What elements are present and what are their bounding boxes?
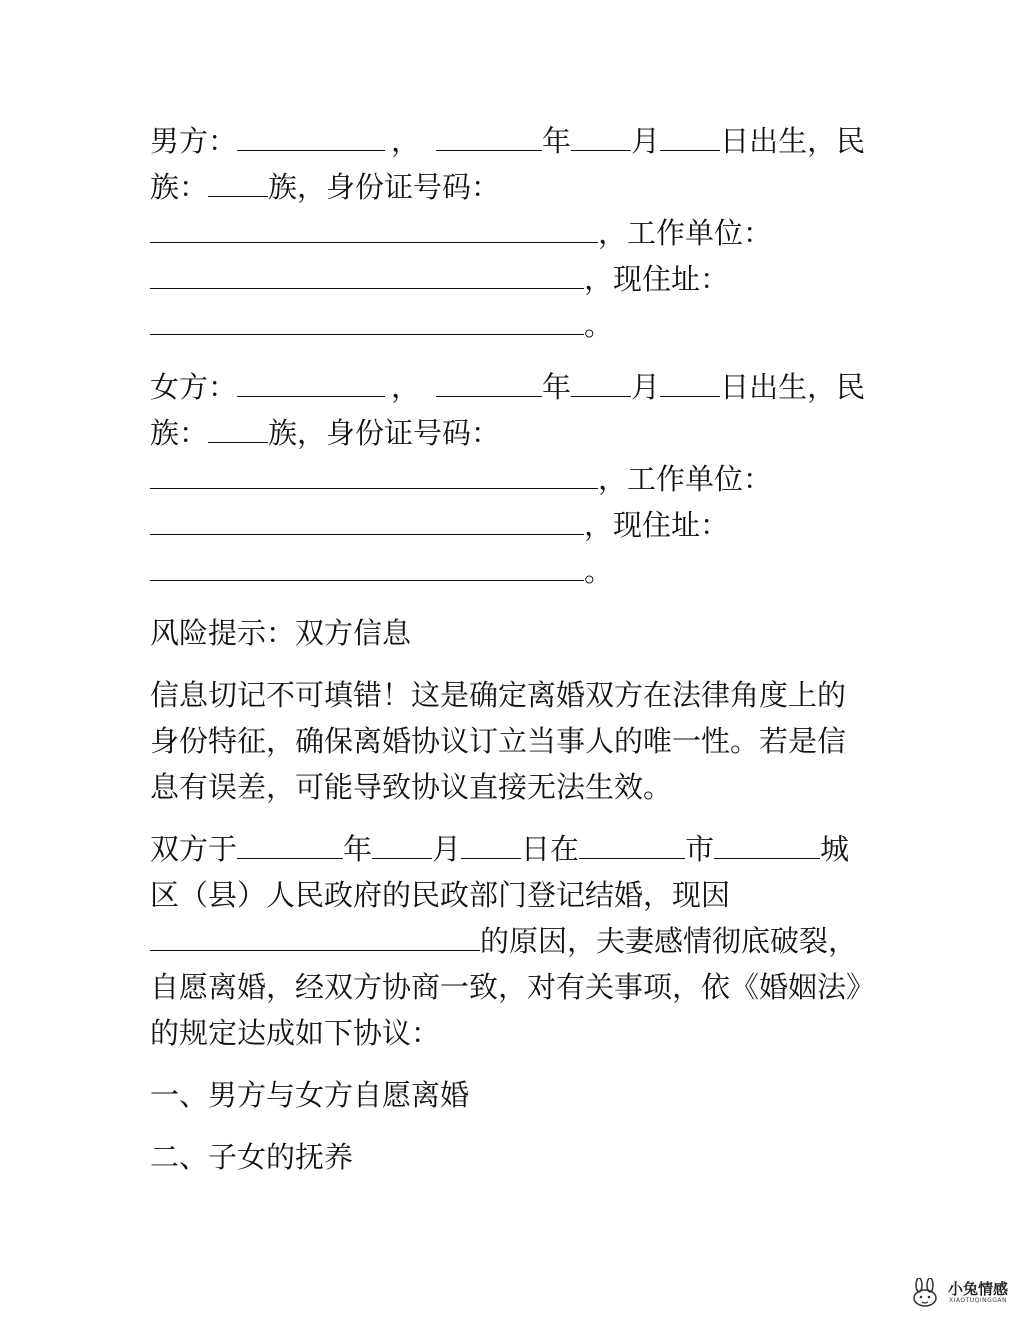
female-address-blank[interactable] <box>150 554 584 581</box>
male-ethnic-blank[interactable] <box>208 170 268 197</box>
female-id-blank[interactable] <box>150 462 598 489</box>
marriage-district-blank[interactable] <box>714 832 820 859</box>
risk-line-1: 信息切记不可填错！这是确定离婚双方在法律角度上的 <box>150 678 847 712</box>
marriage-city-blank[interactable] <box>579 832 685 859</box>
male-name-blank[interactable] <box>237 124 385 151</box>
rabbit-logo-icon <box>908 1278 942 1308</box>
risk-title: 风险提示：双方信息 <box>150 616 412 650</box>
female-line-4: ，现住址： <box>150 502 870 548</box>
watermark <box>908 1278 1008 1308</box>
male-line-2: 族： 族，身份证号码： <box>150 170 501 204</box>
item-1: 一、男方与女方自愿离婚 <box>150 1078 470 1112</box>
male-id-blank[interactable] <box>150 216 598 243</box>
female-line-2: 族： 族，身份证号码： <box>150 416 501 450</box>
male-line-5: 。 <box>150 302 870 348</box>
divorce-reason-blank[interactable] <box>150 924 480 951</box>
marriage-line-3: 的原因，夫妻感情彻底破裂， <box>150 918 870 964</box>
female-work-unit-blank[interactable] <box>150 508 584 535</box>
female-line-3: ，工作单位： <box>150 456 870 502</box>
male-birth-day-blank[interactable] <box>660 124 720 151</box>
marriage-year-blank[interactable] <box>237 832 343 859</box>
marriage-line-4: 自愿离婚，经双方协商一致，对有关事项，依《婚姻法》 <box>150 970 876 1004</box>
document-body <box>150 118 876 1180</box>
male-line-1: 男方： ， 年 月 日出生，民 <box>150 124 866 158</box>
risk-line-3: 息有误差，可能导致协议直接无法生效。 <box>150 770 673 804</box>
marriage-month-blank[interactable] <box>372 832 432 859</box>
item-2: 二、子女的抚养 <box>150 1140 354 1174</box>
female-line-1: 女方： ， 年 月 日出生，民 <box>150 370 866 404</box>
female-birth-month-blank[interactable] <box>571 370 631 397</box>
male-line-4: ，现住址： <box>150 256 870 302</box>
male-line-3: ，工作单位： <box>150 210 870 256</box>
male-work-unit-blank[interactable] <box>150 262 584 289</box>
marriage-day-blank[interactable] <box>461 832 521 859</box>
marriage-line-1: 双方于 年 月 日在 市 城 <box>150 832 850 866</box>
female-ethnic-blank[interactable] <box>208 416 268 443</box>
female-line-5: 。 <box>150 548 870 594</box>
male-label: 男方： <box>150 124 238 158</box>
risk-line-2: 身份特征，确保离婚协议订立当事人的唯一性。若是信 <box>150 724 847 758</box>
watermark-title: 小兔情感 <box>947 1280 1008 1298</box>
watermark-subtitle: XIAOTUQINGGAN <box>948 1297 1007 1304</box>
female-label: 女方： <box>150 370 238 404</box>
male-address-blank[interactable] <box>150 308 584 335</box>
female-birth-day-blank[interactable] <box>660 370 720 397</box>
female-name-blank[interactable] <box>237 370 385 397</box>
marriage-line-2: 区（县）人民政府的民政部门登记结婚，现因 <box>150 878 731 912</box>
male-birth-year-blank[interactable] <box>436 124 542 151</box>
female-birth-year-blank[interactable] <box>436 370 542 397</box>
male-birth-month-blank[interactable] <box>571 124 631 151</box>
marriage-line-5: 的规定达成如下协议： <box>150 1016 441 1050</box>
